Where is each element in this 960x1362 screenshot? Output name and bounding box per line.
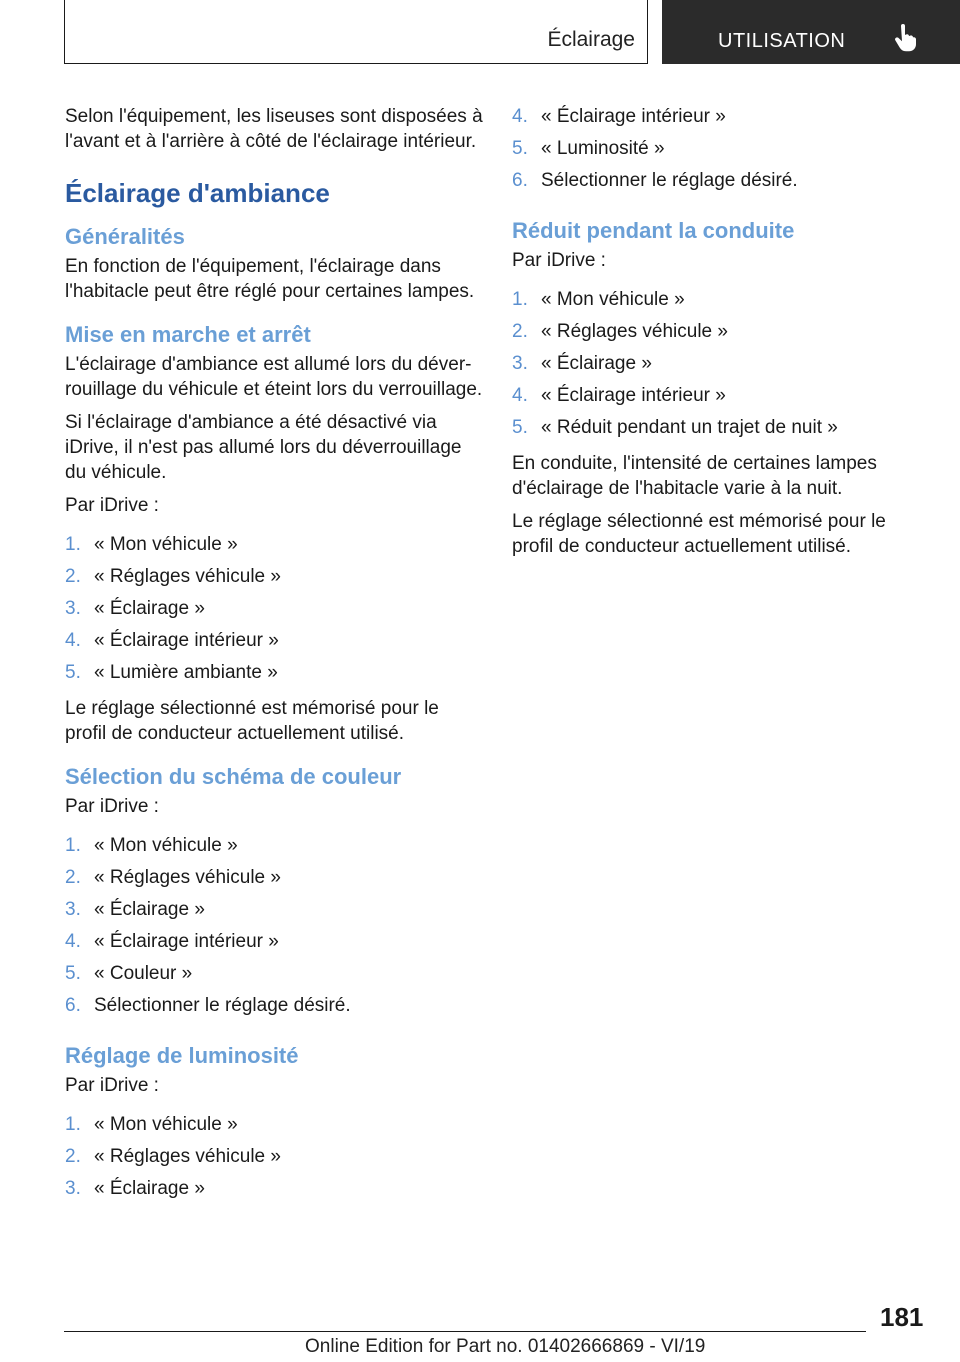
list-item: 4. « Éclairage intérieur » xyxy=(65,630,279,651)
luminosite-steps-continued xyxy=(512,104,902,200)
list-item: 5. « Couleur » xyxy=(65,963,193,984)
reduit-steps xyxy=(512,287,902,447)
heading-generalites: Généralités xyxy=(65,224,185,249)
header-chapter-tab xyxy=(662,0,960,64)
marche-steps xyxy=(65,532,485,692)
footer-edition: Online Edition for Part no. 01402666869 - VI/19 xyxy=(305,1336,706,1357)
list-item: 3. « Éclairage » xyxy=(512,353,652,374)
list-item: 4. « Éclairage intérieur » xyxy=(512,385,726,406)
marche-paragraph-2: Si l'éclairage d'ambiance a été désactivé via iDrive, il n'est pas allumé lors du déverrouillage du véhicule. xyxy=(65,412,462,483)
list-item: 1. « Mon véhicule » xyxy=(512,289,685,310)
hand-pointer-icon xyxy=(894,24,916,52)
header-section-title: Éclairage xyxy=(547,28,635,51)
list-item: 2. « Réglages véhicule » xyxy=(65,867,281,888)
header-chapter-label: UTILISATION xyxy=(718,30,846,52)
list-item: 5. « Luminosité » xyxy=(512,138,665,159)
list-item: 1. « Mon véhicule » xyxy=(65,835,238,856)
left-column xyxy=(65,104,485,1212)
couleur-paragraph: Par iDrive : xyxy=(65,796,159,817)
heading-reduit: Réduit pendant la conduite xyxy=(512,218,795,243)
list-item: 4. « Éclairage intérieur » xyxy=(512,106,726,127)
list-item: 2. « Réglages véhicule » xyxy=(512,321,728,342)
luminosite-paragraph: Par iDrive : xyxy=(65,1075,159,1096)
heading-marche-arret: Mise en marche et arrêt xyxy=(65,322,311,347)
list-item: 2. « Réglages véhicule » xyxy=(65,1146,281,1167)
generalites-text: En fonction de l'équipement, l'éclairage dans l'habitacle peut être réglé pour certaines lampes. xyxy=(65,256,475,302)
list-item: 5. « Réduit pendant un trajet de nuit » xyxy=(512,417,838,438)
list-item: 3. « Éclairage » xyxy=(65,899,205,920)
section-title-ambiance: Éclairage d'ambiance xyxy=(65,178,330,208)
list-item: 3. « Éclairage » xyxy=(65,1178,205,1199)
reduit-paragraph-2: En conduite, l'intensité de certaines lampes d'éclairage de l'habitacle varie à la nuit. xyxy=(512,453,877,499)
couleur-steps xyxy=(65,833,485,1025)
page-number: 181 xyxy=(880,1302,924,1332)
marche-paragraph-1: L'éclairage d'ambiance est allumé lors du déverrouillage du véhicule et éteint lors du verrouillage. xyxy=(65,354,483,400)
list-item: 3. « Éclairage » xyxy=(65,598,205,619)
list-item: 6. Sélectionner le réglage désiré. xyxy=(65,995,351,1016)
marche-paragraph-3: Par iDrive : xyxy=(65,495,159,516)
list-item: 4. « Éclairage intérieur » xyxy=(65,931,279,952)
heading-couleur: Sélection du schéma de couleur xyxy=(65,764,402,789)
heading-luminosite: Réglage de luminosité xyxy=(65,1043,299,1068)
list-item: 1. « Mon véhicule » xyxy=(65,1114,238,1135)
list-item: 6. Sélectionner le réglage désiré. xyxy=(512,170,798,191)
footer-divider xyxy=(64,1331,866,1332)
luminosite-steps xyxy=(65,1112,485,1208)
right-column xyxy=(512,104,902,567)
header-section-box xyxy=(64,0,648,64)
list-item: 1. « Mon véhicule » xyxy=(65,534,238,555)
intro-paragraph: Selon l'équipement, les liseuses sont disposées à l'avant et à l'arrière à côté de l'éclairage intérieur. xyxy=(65,106,483,152)
reduit-paragraph: Par iDrive : xyxy=(512,250,606,271)
list-item: 2. « Réglages véhicule » xyxy=(65,566,281,587)
marche-after: Le réglage sélectionné est mémorisé pour le profil de conducteur actuellement utilisé. xyxy=(65,698,439,744)
list-item: 5. « Lumière ambiante » xyxy=(65,662,278,683)
reduit-paragraph-3: Le réglage sélectionné est mémorisé pour le profil de conducteur actuellement utilisé. xyxy=(512,511,886,557)
